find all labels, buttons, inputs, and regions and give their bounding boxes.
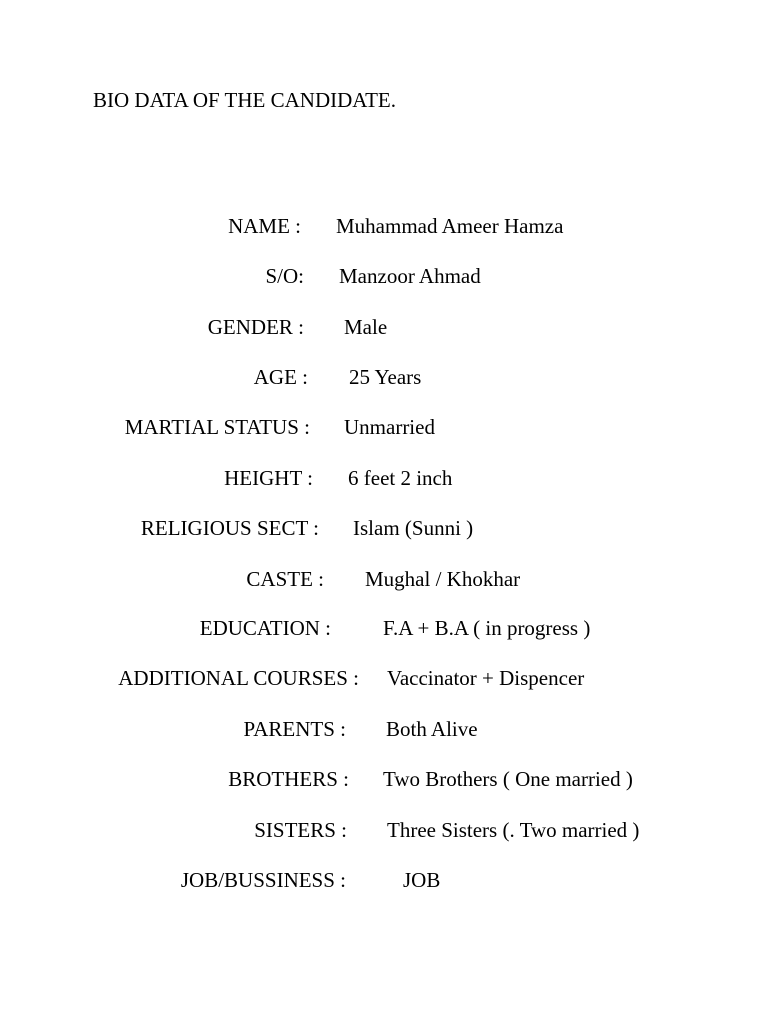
field-label: BROTHERS : (228, 767, 349, 791)
field-row-brothers (0, 765, 768, 793)
document-title: BIO DATA OF THE CANDIDATE. (93, 88, 397, 112)
field-value: Vaccinator + Dispencer (387, 666, 585, 690)
field-value: Islam (Sunni ) (353, 516, 474, 540)
field-row-additional-courses (0, 664, 768, 692)
field-row-sisters (0, 816, 768, 844)
field-value: 6 feet 2 inch (348, 466, 453, 490)
field-row-religious-sect (0, 514, 768, 542)
field-value: Muhammad Ameer Hamza (336, 214, 564, 238)
field-row-job-business (0, 866, 768, 894)
field-value: Mughal / Khokhar (365, 567, 521, 591)
field-label: NAME : (228, 214, 301, 238)
field-label: SISTERS : (254, 818, 347, 842)
field-value: JOB (403, 868, 441, 892)
field-label: EDUCATION : (199, 616, 331, 640)
field-label: S/O: (265, 264, 304, 288)
field-value: Two Brothers ( One married ) (383, 767, 633, 791)
field-value: Male (344, 315, 388, 339)
field-value: Manzoor Ahmad (339, 264, 481, 288)
field-label: CASTE : (246, 567, 324, 591)
field-row-name (0, 212, 768, 240)
field-row-parents (0, 715, 768, 743)
field-row-age (0, 363, 768, 391)
field-label: JOB/BUSSINESS : (180, 868, 346, 892)
field-row-caste (0, 565, 768, 593)
field-row-education (0, 614, 768, 642)
field-value: 25 Years (349, 365, 422, 389)
field-value: Three Sisters (. Two married ) (387, 818, 640, 842)
field-label: ADDITIONAL COURSES : (118, 666, 359, 690)
field-value: F.A + B.A ( in progress ) (383, 616, 591, 640)
field-value: Unmarried (344, 415, 435, 439)
field-label: PARENTS : (243, 717, 346, 741)
field-row-parentage (0, 262, 768, 290)
field-label: MARTIAL STATUS : (124, 415, 310, 439)
field-row-gender (0, 313, 768, 341)
field-label: RELIGIOUS SECT : (140, 516, 319, 540)
field-value: Both Alive (386, 717, 478, 741)
field-label: AGE : (253, 365, 308, 389)
field-label: GENDER : (207, 315, 304, 339)
field-row-height (0, 464, 768, 492)
field-row-marital-status (0, 413, 768, 441)
field-label: HEIGHT : (224, 466, 313, 490)
